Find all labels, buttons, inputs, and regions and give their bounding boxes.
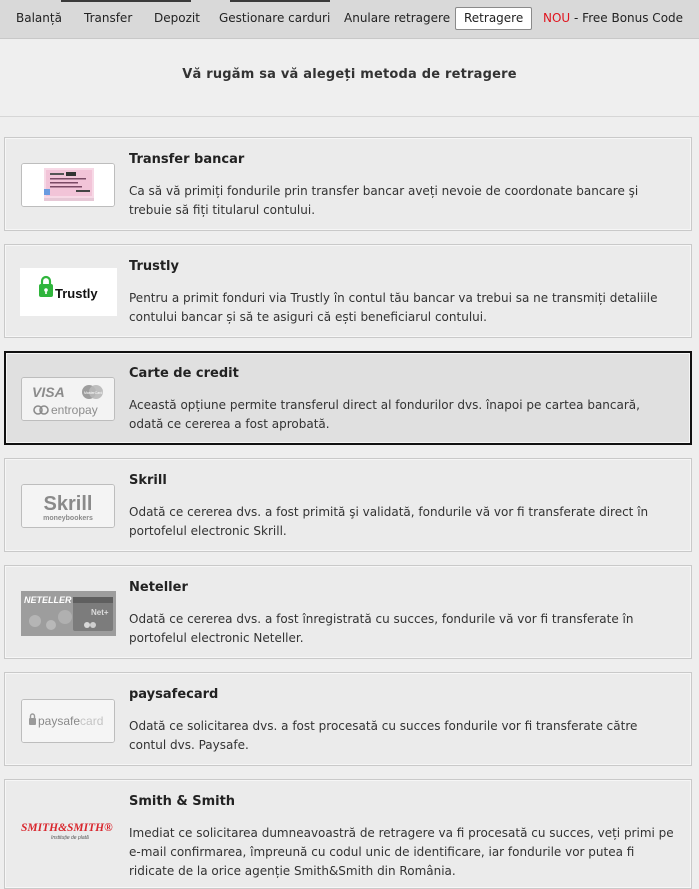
bank-check-logo: [21, 163, 115, 207]
svg-text:moneybookers: moneybookers: [43, 515, 93, 522]
tab-deposit[interactable]: Depozit: [154, 11, 200, 25]
method-name: Neteller: [129, 580, 188, 595]
visa-mastercard-entropay-logo: [21, 377, 115, 421]
trustly-logo: [20, 268, 117, 316]
svg-text:SMITH&SMITH®: SMITH&SMITH®: [21, 822, 113, 834]
method-smith-and-smith[interactable]: [4, 779, 692, 889]
smith-and-smith-logo: [19, 818, 119, 848]
method-description: Această opțiune permite transferul direct al fondurilor dvs. înapoi pe cartea bancară, odată ce cererea a fost aprobată.: [129, 398, 640, 431]
account-nav-bar: [0, 0, 699, 39]
tab-transfer[interactable]: Transfer: [84, 11, 133, 25]
page-title: Vă rugăm sa vă alegeți metoda de retragere: [182, 67, 517, 82]
method-description: Odată ce solicitarea dvs. a fost procesată cu succes fondurile vor fi transferate către contul dvs. Paysafe.: [129, 719, 638, 752]
nav-decoration-line: [230, 0, 330, 2]
method-name: Carte de credit: [129, 366, 239, 381]
new-badge: NOU: [543, 11, 571, 25]
page-heading: [0, 39, 699, 117]
method-name: paysafecard: [129, 687, 219, 702]
method-description: Odată ce cererea dvs. a fost înregistrată cu succes, fondurile vă vor fi transferate în portofelul electronic Neteller.: [129, 612, 634, 645]
method-description: Odată ce cererea dvs. a fost primită şi validată, fondurile vă vor fi transferate direct în portofelul electronic Skrill.: [129, 505, 649, 538]
paysafecard-logo: [21, 699, 115, 743]
free-bonus-code-label: - Free Bonus Code: [570, 11, 684, 25]
method-name: Transfer bancar: [129, 152, 245, 167]
method-name: Trustly: [129, 259, 179, 274]
nav-decoration-line: [61, 0, 191, 2]
svg-text:Instituție de plată: Instituție de plată: [51, 835, 89, 841]
method-trustly[interactable]: [4, 244, 692, 338]
svg-text:paysafecard: paysafecard: [38, 714, 104, 728]
tab-cancel-withdrawal[interactable]: Anulare retragere: [344, 11, 451, 25]
tab-free-bonus-code[interactable]: [543, 8, 683, 28]
method-description: Imediat ce solicitarea dumneavoastră de retragere va fi procesată cu succes, veți primi pe e-mail confirmarea, împreună cu codul unic de identificare, iar fondurile vor putea fi ridicate de la orice agenție Smith&Smith din România.: [129, 826, 674, 878]
method-paysafecard[interactable]: [4, 672, 692, 766]
svg-text:VISA: VISA: [32, 384, 65, 400]
tab-balance[interactable]: Balanță: [16, 11, 62, 25]
svg-text:entropay: entropay: [51, 403, 98, 417]
skrill-logo: [21, 484, 115, 528]
svg-text:Net+: Net+: [91, 608, 109, 617]
method-credit-card[interactable]: [4, 351, 692, 445]
method-name: Smith & Smith: [129, 794, 236, 809]
svg-text:NETELLER: NETELLER: [24, 595, 72, 605]
method-bank-transfer[interactable]: [4, 137, 692, 231]
neteller-logo: [21, 591, 116, 636]
tab-card-management[interactable]: Gestionare carduri: [219, 11, 331, 25]
method-neteller[interactable]: [4, 565, 692, 659]
method-description: Pentru a primit fonduri via Trustly în contul tău bancar va trebui sa ne transmiți detaliile contului bancar și să te asiguri că ești beneficiarul contului.: [129, 291, 658, 324]
method-name: Skrill: [129, 473, 167, 488]
tab-withdrawal[interactable]: Retragere: [455, 7, 532, 30]
svg-text:MasterCard: MasterCard: [84, 391, 103, 395]
svg-text:Skrill: Skrill: [43, 493, 93, 515]
svg-text:Trustly: Trustly: [55, 286, 98, 301]
method-description: Ca să vă primiți fondurile prin transfer bancar aveți nevoie de coordonate bancare şi trebuie să fiți titularul contului.: [129, 184, 639, 217]
method-skrill[interactable]: [4, 458, 692, 552]
